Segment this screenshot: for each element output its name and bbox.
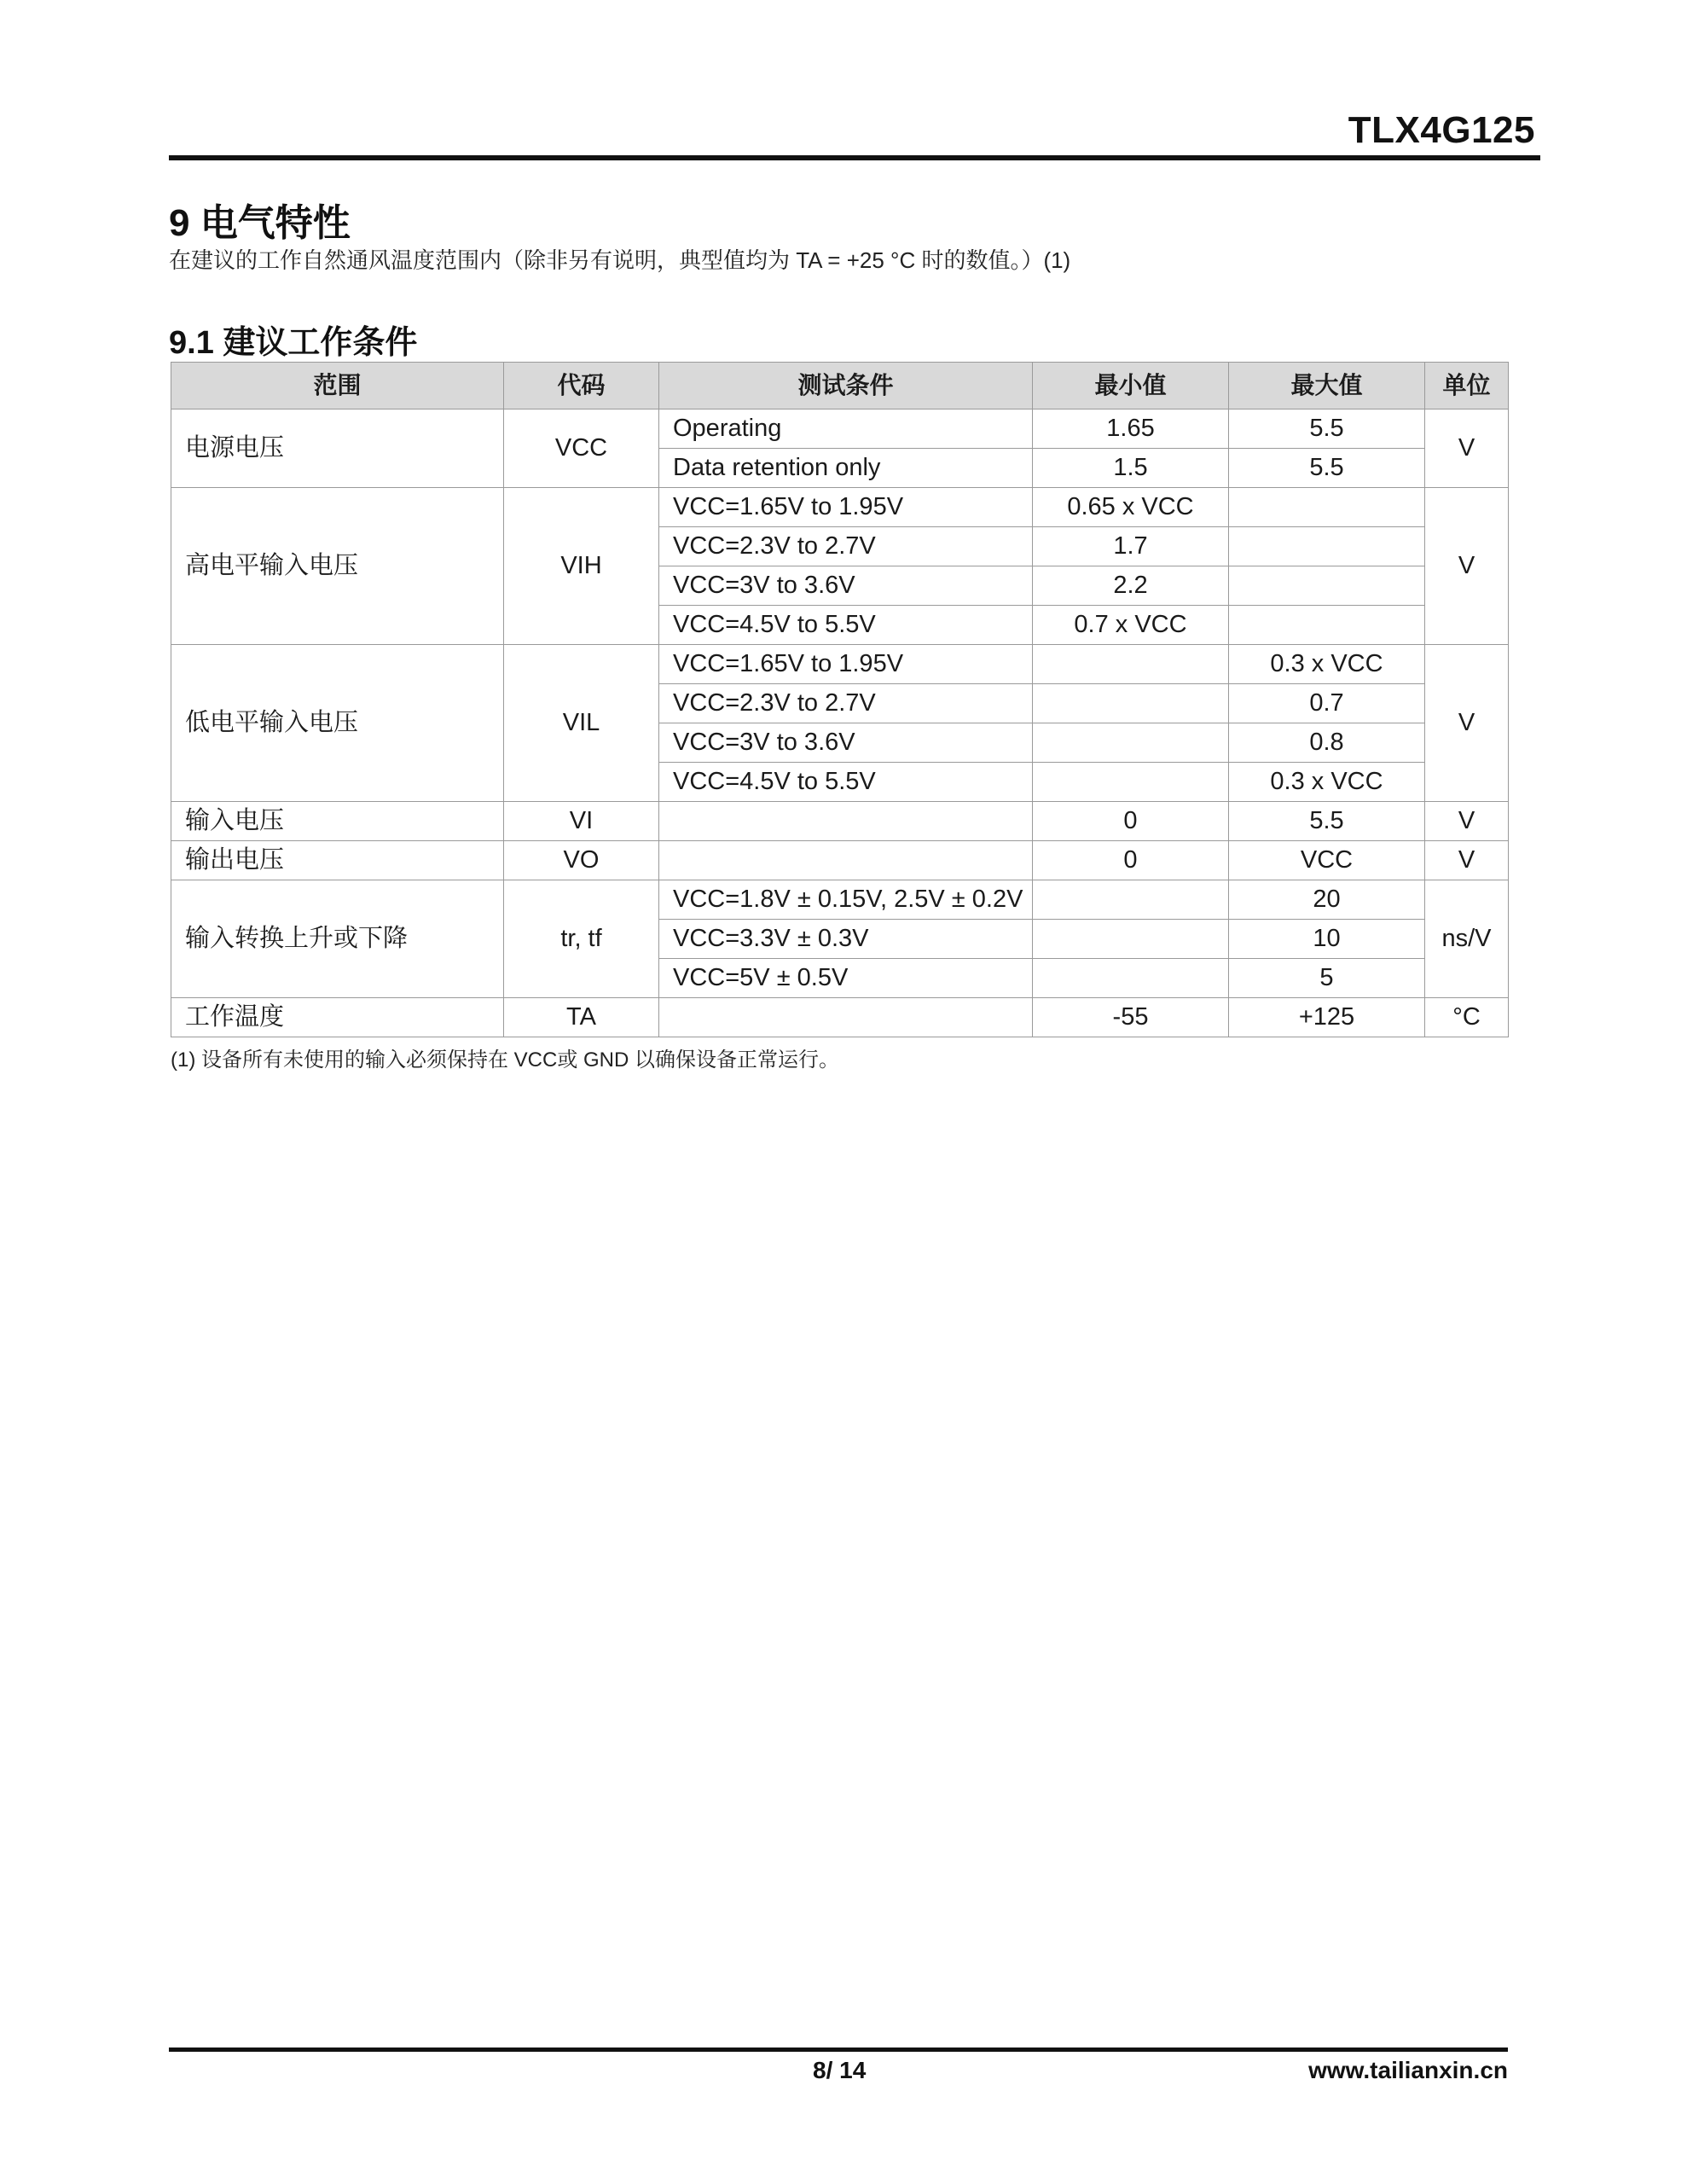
footer-divider: [169, 2048, 1508, 2052]
param-cell: 输出电压: [171, 841, 504, 880]
param-cell: 工作温度: [171, 998, 504, 1037]
min-cell: 1.5: [1033, 449, 1229, 488]
condition-cell: VCC=2.3V to 2.7V: [659, 684, 1033, 723]
symbol-cell: VCC: [504, 410, 659, 488]
param-cell: 输入转换上升或下降: [171, 880, 504, 998]
min-cell: [1033, 763, 1229, 802]
min-cell: [1033, 723, 1229, 763]
website-link[interactable]: www.tailianxin.cn: [1308, 2057, 1508, 2083]
min-cell: 1.7: [1033, 527, 1229, 566]
condition-cell: VCC=1.8V ± 0.15V, 2.5V ± 0.2V: [659, 880, 1033, 920]
param-cell: 输入电压: [171, 802, 504, 841]
symbol-cell: VIL: [504, 645, 659, 802]
unit-cell: °C: [1425, 998, 1509, 1037]
min-cell: [1033, 684, 1229, 723]
min-cell: 2.2: [1033, 566, 1229, 606]
recommended-operating-conditions-table: [171, 362, 1509, 1037]
table-row: [171, 880, 1509, 920]
symbol-cell: TA: [504, 998, 659, 1037]
header-cell: 代码: [504, 363, 659, 410]
header-cell: 单位: [1425, 363, 1509, 410]
table-header-row: [171, 363, 1509, 410]
max-cell: 0.3 x VCC: [1229, 645, 1425, 684]
header-divider: [169, 155, 1540, 160]
section-title: 9 电气特性: [169, 202, 351, 244]
condition-cell: VCC=3.3V ± 0.3V: [659, 920, 1033, 959]
condition-cell: VCC=5V ± 0.5V: [659, 959, 1033, 998]
symbol-cell: VIH: [504, 488, 659, 645]
unit-cell: V: [1425, 410, 1509, 488]
unit-cell: V: [1425, 802, 1509, 841]
section-description: 在建议的工作自然通风温度范围内（除非另有说明，典型值均为 TA = +25 °C 时的数值。）(1): [169, 247, 1071, 273]
min-cell: 1.65: [1033, 410, 1229, 449]
condition-cell: Operating: [659, 410, 1033, 449]
subsection-title: 9.1 建议工作条件: [169, 325, 418, 361]
max-cell: 20: [1229, 880, 1425, 920]
condition-cell: [659, 998, 1033, 1037]
min-cell: [1033, 920, 1229, 959]
max-cell: [1229, 606, 1425, 645]
max-cell: [1229, 566, 1425, 606]
param-cell: 电源电压: [171, 410, 504, 488]
header-cell: 最大值: [1229, 363, 1425, 410]
max-cell: 0.3 x VCC: [1229, 763, 1425, 802]
condition-cell: VCC=1.65V to 1.95V: [659, 488, 1033, 527]
min-cell: 0: [1033, 802, 1229, 841]
header-cell: 范围: [171, 363, 504, 410]
min-cell: 0.7 x VCC: [1033, 606, 1229, 645]
param-cell: 高电平输入电压: [171, 488, 504, 645]
min-cell: [1033, 959, 1229, 998]
condition-cell: VCC=1.65V to 1.95V: [659, 645, 1033, 684]
min-cell: [1033, 880, 1229, 920]
symbol-cell: VO: [504, 841, 659, 880]
table-row: [171, 841, 1509, 880]
table-row: [171, 645, 1509, 684]
condition-cell: Data retention only: [659, 449, 1033, 488]
max-cell: 0.8: [1229, 723, 1425, 763]
min-cell: 0: [1033, 841, 1229, 880]
header-cell: 测试条件: [659, 363, 1033, 410]
table-row: [171, 488, 1509, 527]
unit-cell: V: [1425, 841, 1509, 880]
document-title: TLX4G125: [1348, 109, 1535, 151]
param-cell: 低电平输入电压: [171, 645, 504, 802]
unit-cell: V: [1425, 645, 1509, 802]
symbol-cell: tr, tf: [504, 880, 659, 998]
max-cell: [1229, 527, 1425, 566]
condition-cell: [659, 802, 1033, 841]
table-row: [171, 998, 1509, 1037]
unit-cell: ns/V: [1425, 880, 1509, 998]
max-cell: VCC: [1229, 841, 1425, 880]
max-cell: 0.7: [1229, 684, 1425, 723]
symbol-cell: VI: [504, 802, 659, 841]
max-cell: 5.5: [1229, 449, 1425, 488]
condition-cell: [659, 841, 1033, 880]
condition-cell: VCC=2.3V to 2.7V: [659, 527, 1033, 566]
table-row: [171, 802, 1509, 841]
min-cell: 0.65 x VCC: [1033, 488, 1229, 527]
max-cell: 10: [1229, 920, 1425, 959]
page-number: 8/ 14: [813, 2057, 867, 2083]
min-cell: [1033, 645, 1229, 684]
condition-cell: VCC=4.5V to 5.5V: [659, 606, 1033, 645]
min-cell: -55: [1033, 998, 1229, 1037]
condition-cell: VCC=3V to 3.6V: [659, 566, 1033, 606]
max-cell: 5.5: [1229, 410, 1425, 449]
table-row: [171, 410, 1509, 449]
unit-cell: V: [1425, 488, 1509, 645]
header-cell: 最小值: [1033, 363, 1229, 410]
max-cell: 5.5: [1229, 802, 1425, 841]
max-cell: +125: [1229, 998, 1425, 1037]
max-cell: [1229, 488, 1425, 527]
max-cell: 5: [1229, 959, 1425, 998]
condition-cell: VCC=3V to 3.6V: [659, 723, 1033, 763]
condition-cell: VCC=4.5V to 5.5V: [659, 763, 1033, 802]
table-footnote: (1) 设备所有未使用的输入必须保持在 VCC或 GND 以确保设备正常运行。: [171, 1048, 840, 1072]
